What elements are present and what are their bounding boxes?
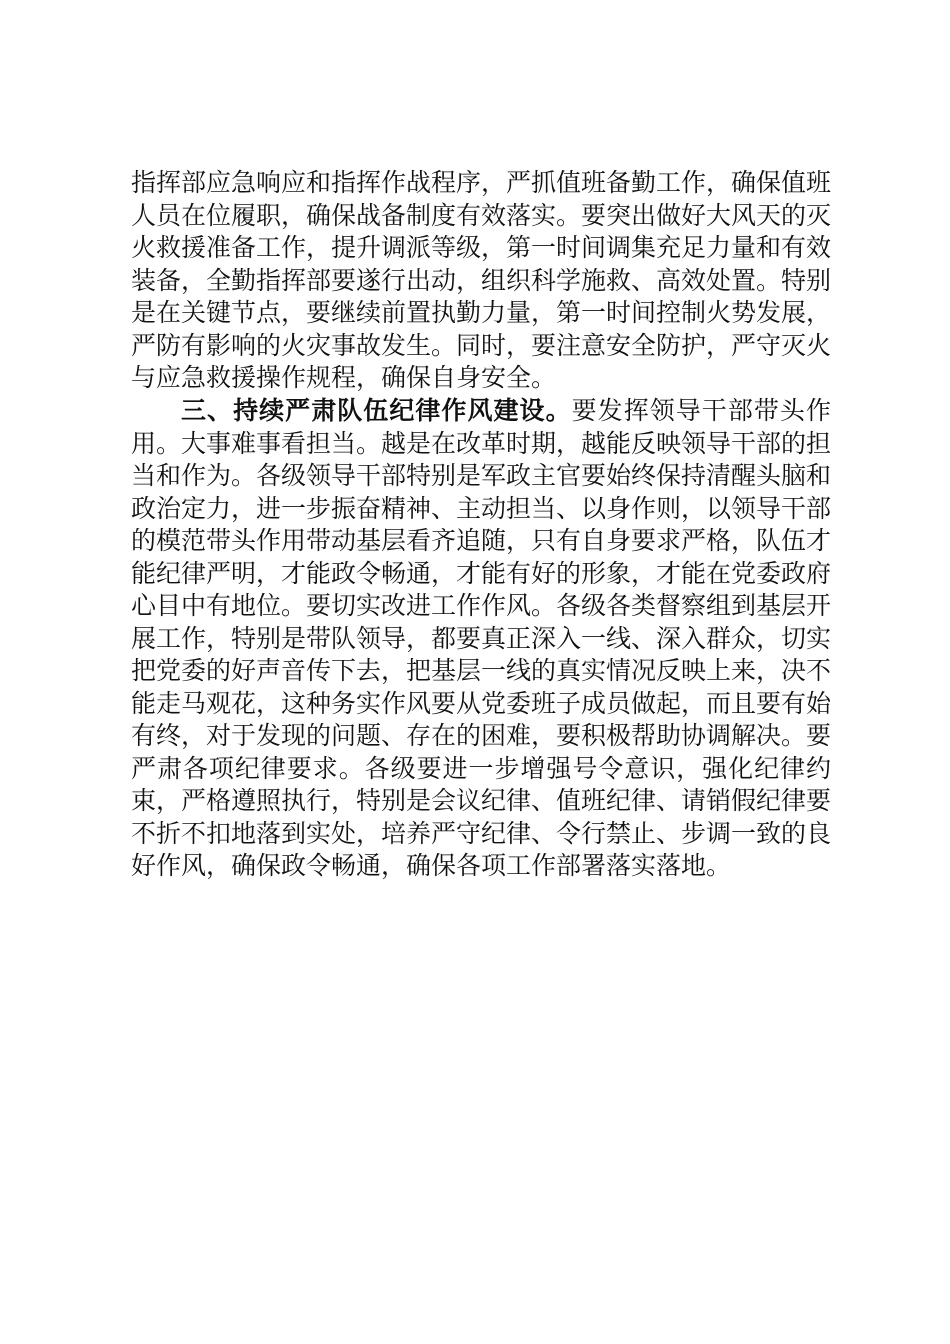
paragraph-1-text: 指挥部应急响应和指挥作战程序，严抓值班备勤工作，确保值班人员在位履职，确保战备制度有效落实。要突出做好大风天的灭火救援准备工作，提升调派等级，第一时间调集充足力量和有效装备，全勤指挥部要遂行出动，组织科学施救、高效处置。特别是在关键节点，要继续前置执勤力量，第一时间控制火势发展，严防有影响的火灾事故发生。同时，要注意安全防护，严守灭火与应急救援操作规程，确保自身安全。 [131,168,832,392]
paragraph-2-text: 要发挥领导干部带头作用。大事难事看担当。越是在改革时期，越能反映领导干部的担当和作为。各级领导干部特别是军政主官要始终保持清醒头脑和政治定力，进一步振奋精神、主动担当、以身作则，以领导干部的模范带头作用带动基层看齐追随，只有自身要求严格，队伍才能纪律严明，才能政令畅通，才能有好的形象，才能在党委政府心目中有地位。要切实改进工作作风。各级各类督察组到基层开展工作，特别是带队领导，都要真正深入一线、深入群众，切实把党委的好声音传下去，把基层一线的真实情况反映上来，决不能走马观花，这种务实作风要从党委班子成员做起，而且要有始有终，对于发现的问题、存在的困难，要积极帮助协调解决。要严肃各项纪律要求。各级要进一步增强号令意识，强化纪律约束，严格遵照执行，特别是会议纪律、值班纪律、请销假纪律要不折不扣地落到实处，培养严守纪律、令行禁止、步调一致的良好作风，确保政令畅通，确保各项工作部署落实落地。 [131,396,832,880]
paragraph-section-three [131,395,831,883]
paragraph-continued [131,167,831,395]
section-three-heading: 三、持续严肃队伍纪律作风建设。 [181,396,572,425]
